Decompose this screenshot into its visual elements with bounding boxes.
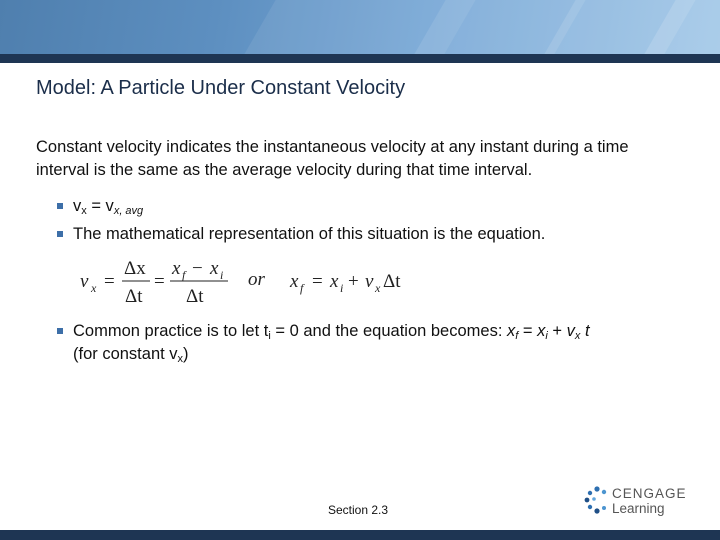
b3l2-close: ) [183, 345, 189, 363]
b3-t: t [580, 322, 590, 340]
logo-wordmark-learning: Learning [612, 501, 665, 516]
cengage-dots-icon [584, 484, 610, 518]
section-label: Section 2.3 [328, 503, 389, 517]
logo-wordmark-cengage: CENGAGE [612, 486, 687, 501]
ti-subscript: i [268, 330, 271, 342]
b3-text-before: Common practice is to let t [73, 322, 269, 340]
xi: x [537, 322, 546, 340]
b3-plus: + [547, 322, 567, 340]
vx-avg-subscript: x, avg [113, 205, 144, 217]
frac2-x2: x [210, 258, 219, 279]
eq-equals-2: = [154, 271, 165, 292]
bullet-text [73, 320, 590, 342]
intro-paragraph: Constant velocity indicates the instantaneous velocity at any instant during a time interval is the same as the average velocity during that time interval. [36, 138, 629, 179]
rhs-v-sub: x [375, 281, 381, 295]
eq-v: v [80, 271, 89, 292]
bullet-common-practice-line2 [73, 345, 189, 364]
bullet-marker [57, 231, 63, 237]
eq-or: or [248, 269, 265, 290]
eq-v-sub: x [91, 281, 97, 295]
xf-subscript: f [515, 330, 519, 342]
frac2-minus: − [192, 258, 203, 279]
bullet-text: The mathematical representation of this situation is the equation. [73, 225, 546, 243]
frac2-sub-f: f [182, 268, 186, 282]
rhs-plus: + [348, 271, 359, 292]
b3l2-sub: x [177, 353, 184, 365]
b3l2-text: (for constant v [73, 345, 178, 363]
xi-subscript: i [545, 330, 548, 342]
bullet-marker [57, 203, 63, 209]
vx: v [566, 322, 575, 340]
bullet-text [73, 195, 143, 217]
velocity-equation [76, 254, 416, 310]
v-subscript: x [81, 205, 87, 217]
cengage-logo [584, 484, 694, 520]
b3-text-mid: = 0 and the equation becomes: [270, 322, 507, 340]
frac1-denominator: Δt [125, 286, 143, 307]
rhs-sub-f: f [300, 281, 304, 295]
rhs-v: v [365, 271, 374, 292]
rhs-dt: Δt [383, 271, 401, 292]
rhs-sub-i: i [340, 281, 344, 295]
vx-subscript: x [574, 330, 581, 342]
slide-title: Model: A Particle Under Constant Velocity [36, 77, 406, 99]
bullet-marker [57, 328, 63, 334]
b3-eq: = [518, 322, 538, 340]
eq-equals-1: = [104, 271, 115, 292]
rhs-x2: x [330, 271, 339, 292]
equals-v: = v [86, 197, 114, 215]
rhs-x: x [290, 271, 299, 292]
xf: x [507, 322, 516, 340]
v-symbol: v [73, 197, 82, 215]
frac2-denominator: Δt [186, 286, 204, 307]
footer-strip [0, 530, 720, 540]
header-strip [0, 54, 720, 63]
frac2-x: x [172, 258, 181, 279]
frac2-sub-i: i [220, 268, 224, 282]
header-banner [0, 0, 720, 54]
frac1-numerator: Δx [124, 258, 146, 279]
rhs-equals: = [312, 271, 323, 292]
